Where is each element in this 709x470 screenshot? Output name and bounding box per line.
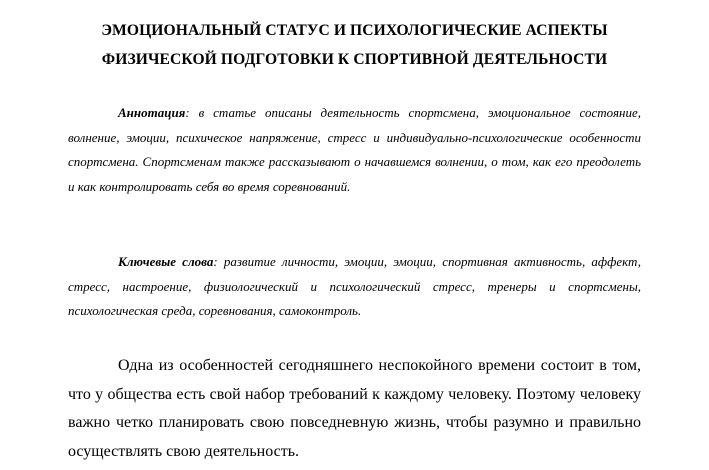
body-paragraph: Одна из особенностей сегодняшнего неспокойного времени состоит в том, что у общества есть свой набор требований к каждому человеку. Поэтому человеку важно четко планировать свою повседневную жизнь, чтобы разумно и правильно осуществлять свою деятельность. [68, 357, 641, 460]
abstract-separator: : [185, 105, 190, 120]
keywords-separator: : [213, 254, 218, 269]
keywords-paragraph [68, 250, 641, 324]
document-page [68, 0, 641, 460]
article-title-line-1: ЭМОЦИОНАЛЬНЫЙ СТАТУС И ПСИХОЛОГИЧЕСКИЕ АСПЕКТЫ [101, 22, 608, 39]
keywords-label: Ключевые слова [118, 254, 214, 269]
abstract-text: в статье описаны деятельность спортсмена, эмоциональное состояние, волнение, эмоции, психическое напряжение, стресс и индивидуально-психологические особенности спортсмена. Спортсменам также рассказывают о начавшемся волнении, о том, как его преодолеть и как контролировать себя во время соревнований. [68, 105, 641, 194]
abstract-paragraph [68, 101, 641, 199]
article-title [68, 0, 641, 74]
keywords-text: развитие личности, эмоции, эмоции, спортивная активность, аффект, стресс, настроение, физиологический и психологический стресс, тренеры и спортсмены, психологическая среда, соревнования, самоконтроль. [68, 254, 641, 319]
article-title-line-2: ФИЗИЧЕСКОЙ ПОДГОТОВКИ К СПОРТИВНОЙ ДЕЯТЕЛЬНОСТИ [101, 51, 608, 68]
abstract-label: Аннотация [118, 105, 186, 120]
